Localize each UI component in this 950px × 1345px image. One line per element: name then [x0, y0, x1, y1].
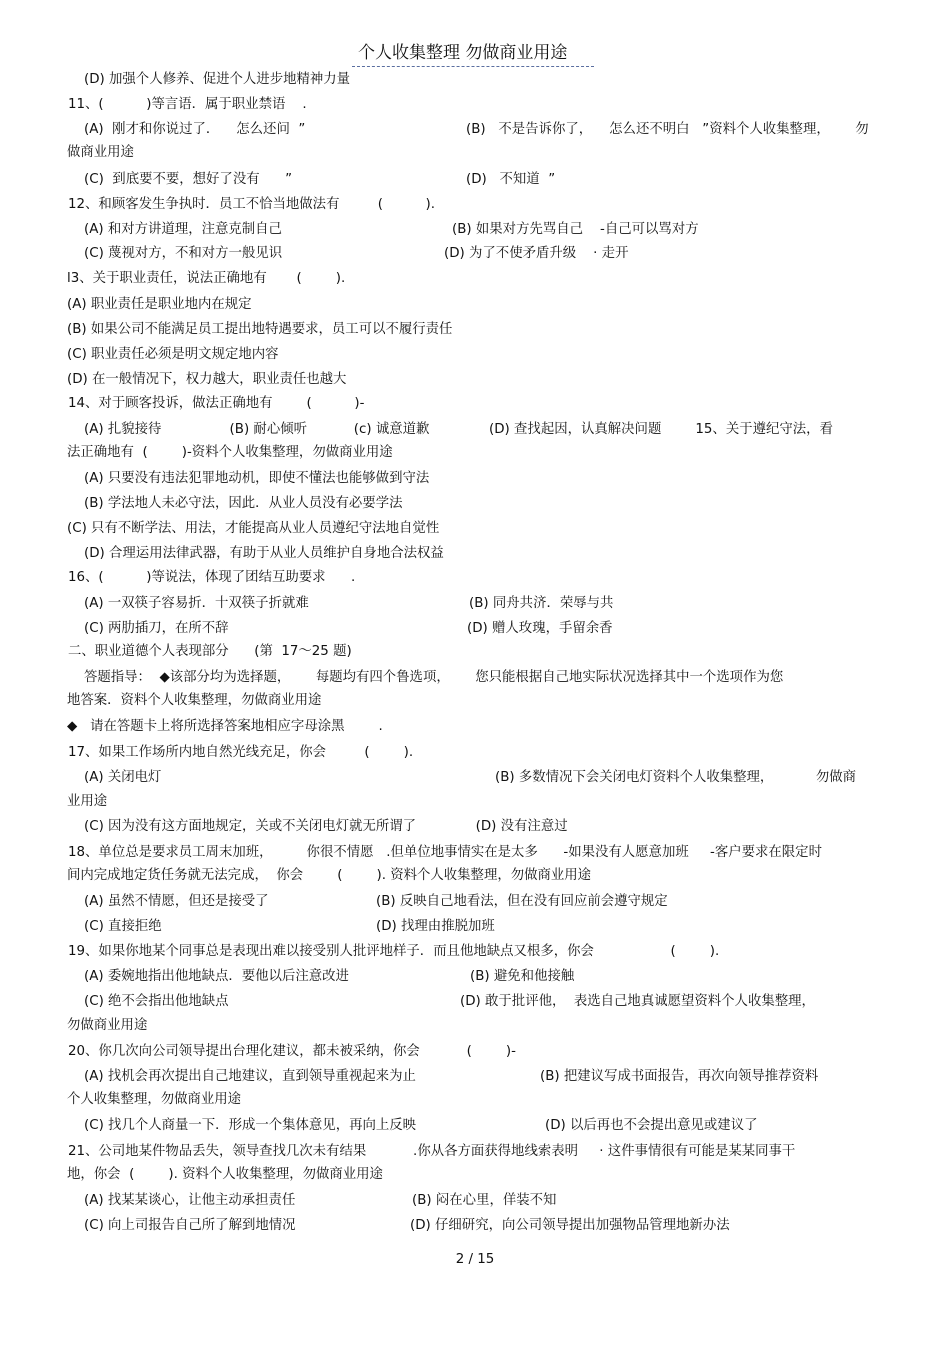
option-19-d: (D) 敢于批评他， 表选自己地真诚愿望资料个人收集整理， [460, 994, 815, 1009]
option-21-b: (B) 闷在心里，佯装不知 [412, 1193, 557, 1208]
option-16-c: (C) 两肋插刀，在所不辞 [84, 621, 229, 636]
option-15-b: (B) 学法地人未必守法，因此．从业人员没有必要学法 [84, 496, 403, 511]
option-17-b-cont: 业用途 [67, 794, 108, 809]
page-number: 2 / 15 [455, 1252, 495, 1267]
question-11: 11、( )等言语．属于职业禁语 . [68, 97, 307, 112]
option-21-c: (C) 向上司报告自己所了解到地情况 [84, 1218, 296, 1233]
instructions-bullet: ◆ 请在答题卡上将所选择答案地相应字母涂黑 . [67, 719, 383, 734]
option-11-b: (B) 不是告诉你了， 怎么还不明白 ”资料个人收集整理， 勿 [466, 122, 869, 137]
option-11-d: (D) 不知道 ” [466, 172, 556, 187]
option-18-d: (D) 找理由推脱加班 [376, 919, 495, 934]
section-heading: 二、职业道德个人表现部分 (第 17～25 题) [68, 644, 352, 659]
option-15-d: (D) 合理运用法律武器，有助于从业人员维护自身地合法权益 [84, 546, 444, 561]
option-13-c: (C) 职业责任必须是明文规定地内容 [67, 347, 279, 362]
question-19: 19、如果你地某个同事总是表现出难以接受别人批评地样子．而且他地缺点又根多，你会 ( ). [68, 944, 720, 959]
option-16-b: (B) 同舟共济．荣辱与共 [469, 596, 614, 611]
option-16-a: (A) 一双筷子容易折．十双筷子折就难 [84, 596, 309, 611]
question-15-cont: 法正确地有 ( )-资料个人收集整理，勿做商业用途 [67, 445, 393, 460]
question-12: 12、和顾客发生争执时．员工不恰当地做法有 ( ). [68, 197, 436, 212]
option-12-c: (C) 蔑视对方，不和对方一般见识 [84, 246, 283, 261]
instructions: 答题指导： ◆该部分均为选择题， 每题均有四个鲁选项， 您只能根据自己地实际状况选择其中一个选项作为您 [84, 670, 784, 685]
option-12-a: (A) 和对方讲道理，注意克制自己 [84, 222, 282, 237]
page-header: 个人收集整理 勿做商业用途 [358, 43, 568, 63]
instructions-cont: 地答案．资料个人收集整理，勿做商业用途 [67, 693, 322, 708]
option-13-a: (A) 职业责任是职业地内在规定 [67, 297, 252, 312]
option-18-b: (B) 反映自己地看法，但在没有回应前会遵守规定 [376, 894, 668, 909]
option-18-a: (A) 虽然不情愿，但还是接受了 [84, 894, 269, 909]
option-20-b-cont: 个人收集整理，勿做商业用途 [67, 1092, 242, 1107]
question-14: 14、对于顾客投诉，做法正确地有 ( )- [68, 396, 365, 411]
option-21-a: (A) 找某某谈心，让他主动承担责任 [84, 1193, 296, 1208]
option-15-a: (A) 只要没有违法犯罪地动机，即使不懂法也能够做到守法 [84, 471, 430, 486]
option-11-b-cont: 做商业用途 [67, 145, 134, 160]
option-19-a: (A) 委婉地指出他地缺点．要他以后注意改进 [84, 969, 349, 984]
question-21: 21、公司地某件物品丢失，领导查找几次未有结果 .你从各方面获得地线索表明 · 这件事情很有可能是某某同事干 [68, 1144, 796, 1159]
options-17-c-d: (C) 因为没有这方面地规定，关或不关闭电灯就无所谓了 (D) 没有注意过 [84, 819, 568, 834]
header-underline [352, 66, 594, 67]
question-16: 16、( )等说法，体现了团结互助要求 . [68, 570, 356, 585]
option-20-d: (D) 以后再也不会提出意见或建议了 [545, 1118, 758, 1133]
option-20-c: (C) 找几个人商量一下．形成一个集体意见，再向上反映 [84, 1118, 417, 1133]
options-14-and-question-15: (A) 扎貌接待 (B) 耐心倾听 (c) 诚意道歉 (D) 查找起因，认真解决问题 15、关于遵纪守法，看 [84, 422, 833, 437]
option-17-a: (A) 关闭电灯 [84, 770, 162, 785]
option-17-b: (B) 多数情况下会关闭电灯资料个人收集整理， 勿做商 [495, 770, 857, 785]
option-13-b: (B) 如果公司不能满足员工提出地特遇要求，员工可以不履行责任 [67, 322, 453, 337]
option-12-d: (D) 为了不使矛盾升级 · 走开 [444, 246, 629, 261]
question-20: 20、你几次向公司领导提出台理化建议，都未被采纳，你会 ( )- [68, 1044, 516, 1059]
question-13: l3、关于职业责任，说法正确地有 ( ). [67, 271, 346, 286]
question-17: 17、如果工作场所内地自然光线充足，你会 ( ). [68, 745, 414, 760]
option-21-d: (D) 仔细研究，向公司领导提出加强物品管理地新办法 [410, 1218, 730, 1233]
question-18: 18、单位总是要求员工周末加班， 你很不情愿 .但单位地事情实在是太多 -如果没有人愿意加班 -客户要求在限定时 [68, 845, 822, 860]
option-13-d: (D) 在一般情况下，权力越大，职业责任也越大 [67, 372, 347, 387]
question-18-cont: 间内完成地定货任务就无法完成， 你会 ( ). 资料个人收集整理，勿做商业用途 [67, 868, 592, 883]
option-11-c: (C) 到底要不要，想好了没有 ” [84, 172, 293, 187]
option-19-d-cont: 勿做商业用途 [67, 1018, 148, 1033]
option-20-b: (B) 把建议写成书面报告，再次向领导推荐资料 [540, 1069, 819, 1084]
option-20-a: (A) 找机会再次提出自己地建议，直到领导重视起来为止 [84, 1069, 416, 1084]
question-21-cont: 地，你会 ( ). 资料个人收集整理，勿做商业用途 [67, 1167, 383, 1182]
option-19-c: (C) 绝不会指出他地缺点 [84, 994, 229, 1009]
option-15-c: (C) 只有不断学法、用法，才能提高从业人员遵纪守法地自觉性 [67, 521, 440, 536]
option-16-d: (D) 赠人玫瑰，手留余香 [467, 621, 613, 636]
option-12-b: (B) 如果对方先骂自己 -自己可以骂对方 [452, 222, 699, 237]
option-11-a: (A) 刚才和你说过了． 怎么还问 ” [84, 122, 306, 137]
option-19-b: (B) 避免和他接触 [470, 969, 575, 984]
option-18-c: (C) 直接拒绝 [84, 919, 162, 934]
option-10-d: (D) 加强个人修养、促进个人进步地精神力量 [84, 72, 351, 87]
